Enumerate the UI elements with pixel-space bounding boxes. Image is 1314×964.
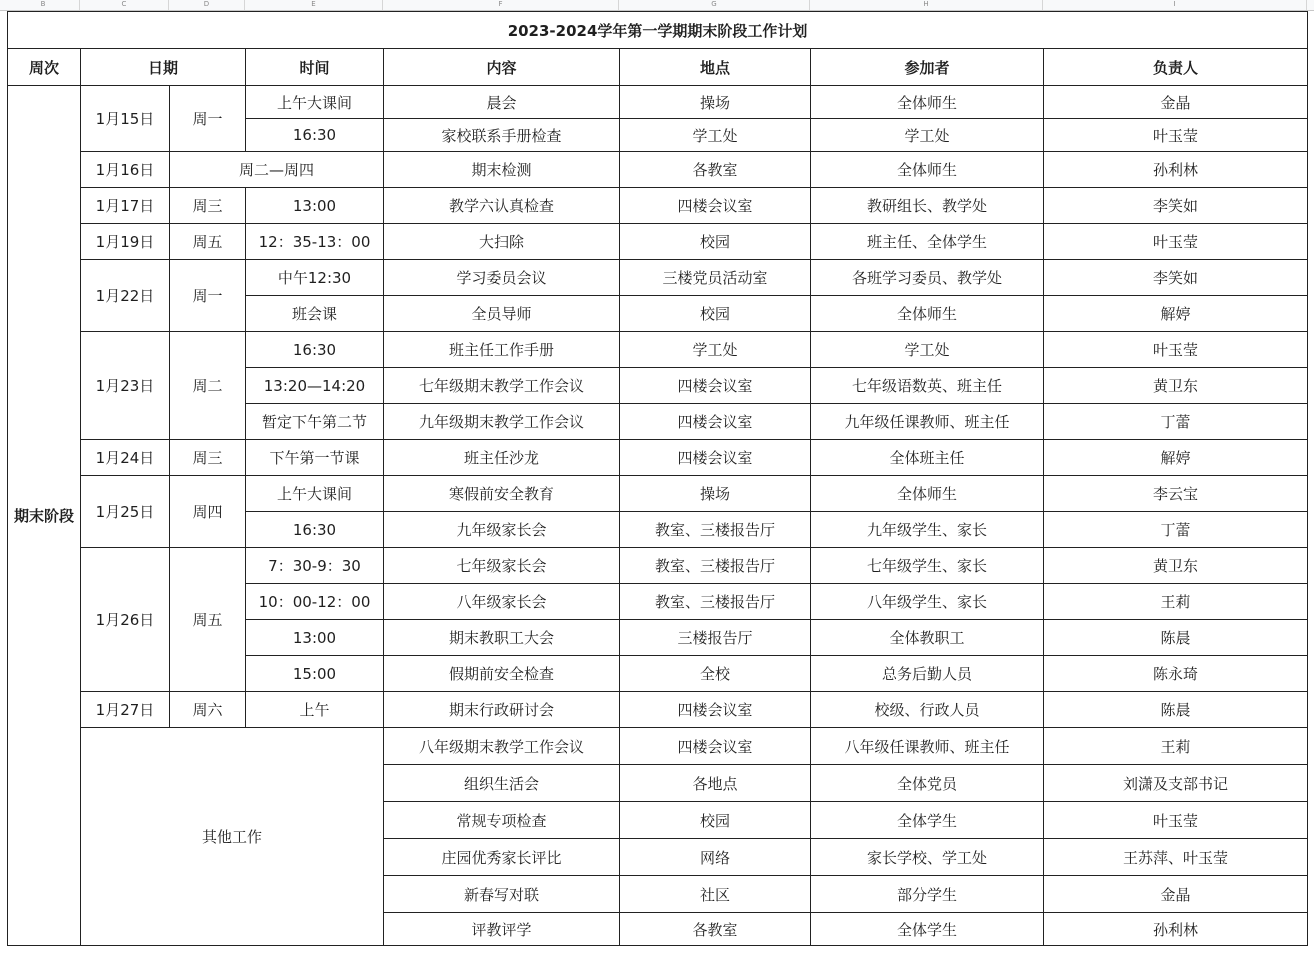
- location-cell[interactable]: 社区: [620, 876, 811, 913]
- time-cell[interactable]: 13:00: [246, 188, 384, 224]
- time-cell[interactable]: 13:20—14:20: [246, 368, 384, 404]
- location-cell[interactable]: 学工处: [620, 119, 811, 152]
- header-owner[interactable]: 负责人: [1044, 49, 1308, 86]
- owner-cell[interactable]: 李笑如: [1044, 188, 1308, 224]
- participants-cell[interactable]: 全体学生: [811, 913, 1044, 946]
- location-cell[interactable]: 教室、三楼报告厅: [620, 512, 811, 548]
- weekday-cell[interactable]: 周一: [170, 86, 246, 152]
- time-cell[interactable]: 暂定下午第二节: [246, 404, 384, 440]
- content-cell[interactable]: 班主任工作手册: [384, 332, 620, 368]
- header-content[interactable]: 内容: [384, 49, 620, 86]
- location-cell[interactable]: 四楼会议室: [620, 728, 811, 765]
- content-cell[interactable]: 常规专项检查: [384, 802, 620, 839]
- header-time[interactable]: 时间: [246, 49, 384, 86]
- owner-cell[interactable]: 刘潇及支部书记: [1044, 765, 1308, 802]
- owner-cell[interactable]: 黄卫东: [1044, 368, 1308, 404]
- weekday-cell[interactable]: 周一: [170, 260, 246, 332]
- owner-cell[interactable]: 陈晨: [1044, 620, 1308, 656]
- owner-cell[interactable]: 孙利林: [1044, 913, 1308, 946]
- owner-cell[interactable]: 王莉: [1044, 728, 1308, 765]
- table-row: [8, 476, 1308, 512]
- date-cell[interactable]: 1月25日: [81, 476, 170, 548]
- location-cell[interactable]: 四楼会议室: [620, 368, 811, 404]
- time-cell[interactable]: 上午大课间: [246, 476, 384, 512]
- time-cell[interactable]: 上午大课间: [246, 86, 384, 119]
- column-letter-i[interactable]: I: [1043, 0, 1307, 10]
- participants-cell[interactable]: 各班学习委员、教学处: [811, 260, 1044, 296]
- content-cell[interactable]: 庄园优秀家长评比: [384, 839, 620, 876]
- column-letter-c[interactable]: C: [80, 0, 169, 10]
- stage-cell[interactable]: 期末阶段: [8, 86, 81, 946]
- participants-cell[interactable]: 全体学生: [811, 802, 1044, 839]
- column-letter-f[interactable]: F: [383, 0, 619, 10]
- content-cell[interactable]: 班主任沙龙: [384, 440, 620, 476]
- table-row: [8, 224, 1308, 260]
- content-cell[interactable]: 八年级家长会: [384, 584, 620, 620]
- table-row: [8, 728, 1308, 765]
- participants-cell[interactable]: 七年级语数英、班主任: [811, 368, 1044, 404]
- location-cell[interactable]: 三楼报告厅: [620, 620, 811, 656]
- location-cell[interactable]: 学工处: [620, 332, 811, 368]
- participants-cell[interactable]: 七年级学生、家长: [811, 548, 1044, 584]
- header-location[interactable]: 地点: [620, 49, 811, 86]
- location-cell[interactable]: 网络: [620, 839, 811, 876]
- location-cell[interactable]: 四楼会议室: [620, 188, 811, 224]
- participants-cell[interactable]: 八年级任课教师、班主任: [811, 728, 1044, 765]
- weekday-cell[interactable]: 周五: [170, 548, 246, 692]
- work-plan-table: [7, 11, 1308, 946]
- owner-cell[interactable]: 丁蕾: [1044, 512, 1308, 548]
- content-cell[interactable]: 全员导师: [384, 296, 620, 332]
- owner-cell[interactable]: 叶玉莹: [1044, 119, 1308, 152]
- table-row: [8, 86, 1308, 119]
- participants-cell[interactable]: 班主任、全体学生: [811, 224, 1044, 260]
- location-cell[interactable]: 四楼会议室: [620, 692, 811, 728]
- participants-cell[interactable]: 全体师生: [811, 152, 1044, 188]
- date-cell[interactable]: 1月27日: [81, 692, 170, 728]
- content-cell[interactable]: 大扫除: [384, 224, 620, 260]
- content-cell[interactable]: 七年级家长会: [384, 548, 620, 584]
- owner-cell[interactable]: 陈晨: [1044, 692, 1308, 728]
- content-cell[interactable]: 期末检测: [384, 152, 620, 188]
- time-cell[interactable]: 16:30: [246, 332, 384, 368]
- time-cell[interactable]: 上午: [246, 692, 384, 728]
- location-cell[interactable]: 各教室: [620, 152, 811, 188]
- owner-cell[interactable]: 王莉: [1044, 584, 1308, 620]
- table-row: [8, 692, 1308, 728]
- header-row: [8, 49, 1308, 86]
- date-cell[interactable]: 1月15日: [81, 86, 170, 152]
- location-cell[interactable]: 各地点: [620, 765, 811, 802]
- time-cell[interactable]: 12：35-13：00: [246, 224, 384, 260]
- location-cell[interactable]: 各教室: [620, 913, 811, 946]
- owner-cell[interactable]: 李笑如: [1044, 260, 1308, 296]
- owner-cell[interactable]: 金晶: [1044, 86, 1308, 119]
- date-cell[interactable]: 1月22日: [81, 260, 170, 332]
- location-cell[interactable]: 四楼会议室: [620, 440, 811, 476]
- location-cell[interactable]: 教室、三楼报告厅: [620, 548, 811, 584]
- participants-cell[interactable]: 九年级任课教师、班主任: [811, 404, 1044, 440]
- weekday-cell[interactable]: 周二: [170, 332, 246, 440]
- table-row: [8, 260, 1308, 296]
- location-cell[interactable]: 校园: [620, 224, 811, 260]
- table-row: [8, 440, 1308, 476]
- owner-cell[interactable]: 黄卫东: [1044, 548, 1308, 584]
- owner-cell[interactable]: 陈永琦: [1044, 656, 1308, 692]
- other-work-cell[interactable]: 其他工作: [81, 728, 384, 946]
- time-cell[interactable]: 16:30: [246, 119, 384, 152]
- participants-cell[interactable]: 校级、行政人员: [811, 692, 1044, 728]
- time-cell[interactable]: 15:00: [246, 656, 384, 692]
- header-date[interactable]: 日期: [81, 49, 246, 86]
- participants-cell[interactable]: 全体班主任: [811, 440, 1044, 476]
- spreadsheet-sheet: [7, 11, 1308, 946]
- content-cell[interactable]: 教学六认真检查: [384, 188, 620, 224]
- time-cell[interactable]: 16:30: [246, 512, 384, 548]
- location-cell[interactable]: 操场: [620, 476, 811, 512]
- weekday-cell[interactable]: 周三: [170, 440, 246, 476]
- column-header-bar: [0, 0, 1314, 11]
- content-cell[interactable]: 家校联系手册检查: [384, 119, 620, 152]
- owner-cell[interactable]: 王苏萍、叶玉莹: [1044, 839, 1308, 876]
- content-cell[interactable]: 假期前安全检查: [384, 656, 620, 692]
- time-cell[interactable]: 下午第一节课: [246, 440, 384, 476]
- sheet-title[interactable]: 2023-2024学年第一学期期末阶段工作计划: [8, 12, 1308, 49]
- location-cell[interactable]: 校园: [620, 296, 811, 332]
- column-letter-g[interactable]: G: [619, 0, 810, 10]
- time-cell[interactable]: 13:00: [246, 620, 384, 656]
- participants-cell[interactable]: 九年级学生、家长: [811, 512, 1044, 548]
- participants-cell[interactable]: 全体师生: [811, 86, 1044, 119]
- participants-cell[interactable]: 家长学校、学工处: [811, 839, 1044, 876]
- weekday-cell[interactable]: 周四: [170, 476, 246, 548]
- owner-cell[interactable]: 叶玉莹: [1044, 332, 1308, 368]
- column-letter-d[interactable]: D: [169, 0, 245, 10]
- location-cell[interactable]: 三楼党员活动室: [620, 260, 811, 296]
- content-cell[interactable]: 期末行政研讨会: [384, 692, 620, 728]
- participants-cell[interactable]: 全体师生: [811, 476, 1044, 512]
- participants-cell[interactable]: 全体教职工: [811, 620, 1044, 656]
- location-cell[interactable]: 校园: [620, 802, 811, 839]
- content-cell[interactable]: 九年级家长会: [384, 512, 620, 548]
- content-cell[interactable]: 寒假前安全教育: [384, 476, 620, 512]
- weekday-cell[interactable]: 周六: [170, 692, 246, 728]
- participants-cell[interactable]: 部分学生: [811, 876, 1044, 913]
- owner-cell[interactable]: 叶玉莹: [1044, 224, 1308, 260]
- participants-cell[interactable]: 全体党员: [811, 765, 1044, 802]
- content-cell[interactable]: 评教评学: [384, 913, 620, 946]
- weekday-cell[interactable]: 周五: [170, 224, 246, 260]
- owner-cell[interactable]: 解婷: [1044, 296, 1308, 332]
- owner-cell[interactable]: 李云宝: [1044, 476, 1308, 512]
- time-cell[interactable]: 10：00-12：00: [246, 584, 384, 620]
- content-cell[interactable]: 九年级期末教学工作会议: [384, 404, 620, 440]
- column-letter-e[interactable]: E: [245, 0, 383, 10]
- date-cell[interactable]: 1月24日: [81, 440, 170, 476]
- content-cell[interactable]: 七年级期末教学工作会议: [384, 368, 620, 404]
- owner-cell[interactable]: 叶玉莹: [1044, 802, 1308, 839]
- header-week[interactable]: 周次: [8, 49, 81, 86]
- table-row: [8, 152, 1308, 188]
- header-participants[interactable]: 参加者: [811, 49, 1044, 86]
- content-cell[interactable]: 八年级期末教学工作会议: [384, 728, 620, 765]
- participants-cell[interactable]: 学工处: [811, 119, 1044, 152]
- owner-cell[interactable]: 孙利林: [1044, 152, 1308, 188]
- time-cell[interactable]: 7：30-9：30: [246, 548, 384, 584]
- date-cell[interactable]: 1月17日: [81, 188, 170, 224]
- time-cell[interactable]: 中午12:30: [246, 260, 384, 296]
- weekday-cell[interactable]: 周三: [170, 188, 246, 224]
- date-cell[interactable]: 1月16日: [81, 152, 170, 188]
- date-cell[interactable]: 1月19日: [81, 224, 170, 260]
- table-row: [8, 188, 1308, 224]
- date-cell[interactable]: 1月23日: [81, 332, 170, 440]
- column-letter-h[interactable]: H: [810, 0, 1043, 10]
- participants-cell[interactable]: 八年级学生、家长: [811, 584, 1044, 620]
- participants-cell[interactable]: 全体师生: [811, 296, 1044, 332]
- column-letter-b[interactable]: B: [7, 0, 80, 10]
- content-cell[interactable]: 组织生活会: [384, 765, 620, 802]
- location-cell[interactable]: 全校: [620, 656, 811, 692]
- table-row: [8, 548, 1308, 584]
- time-cell[interactable]: 班会课: [246, 296, 384, 332]
- owner-cell[interactable]: 金晶: [1044, 876, 1308, 913]
- location-cell[interactable]: 教室、三楼报告厅: [620, 584, 811, 620]
- owner-cell[interactable]: 解婷: [1044, 440, 1308, 476]
- weekday-time-cell[interactable]: 周二—周四: [170, 152, 384, 188]
- participants-cell[interactable]: 教研组长、教学处: [811, 188, 1044, 224]
- participants-cell[interactable]: 总务后勤人员: [811, 656, 1044, 692]
- content-cell[interactable]: 晨会: [384, 86, 620, 119]
- content-cell[interactable]: 期末教职工大会: [384, 620, 620, 656]
- location-cell[interactable]: 四楼会议室: [620, 404, 811, 440]
- content-cell[interactable]: 学习委员会议: [384, 260, 620, 296]
- date-cell[interactable]: 1月26日: [81, 548, 170, 692]
- participants-cell[interactable]: 学工处: [811, 332, 1044, 368]
- owner-cell[interactable]: 丁蕾: [1044, 404, 1308, 440]
- location-cell[interactable]: 操场: [620, 86, 811, 119]
- table-row: [8, 332, 1308, 368]
- content-cell[interactable]: 新春写对联: [384, 876, 620, 913]
